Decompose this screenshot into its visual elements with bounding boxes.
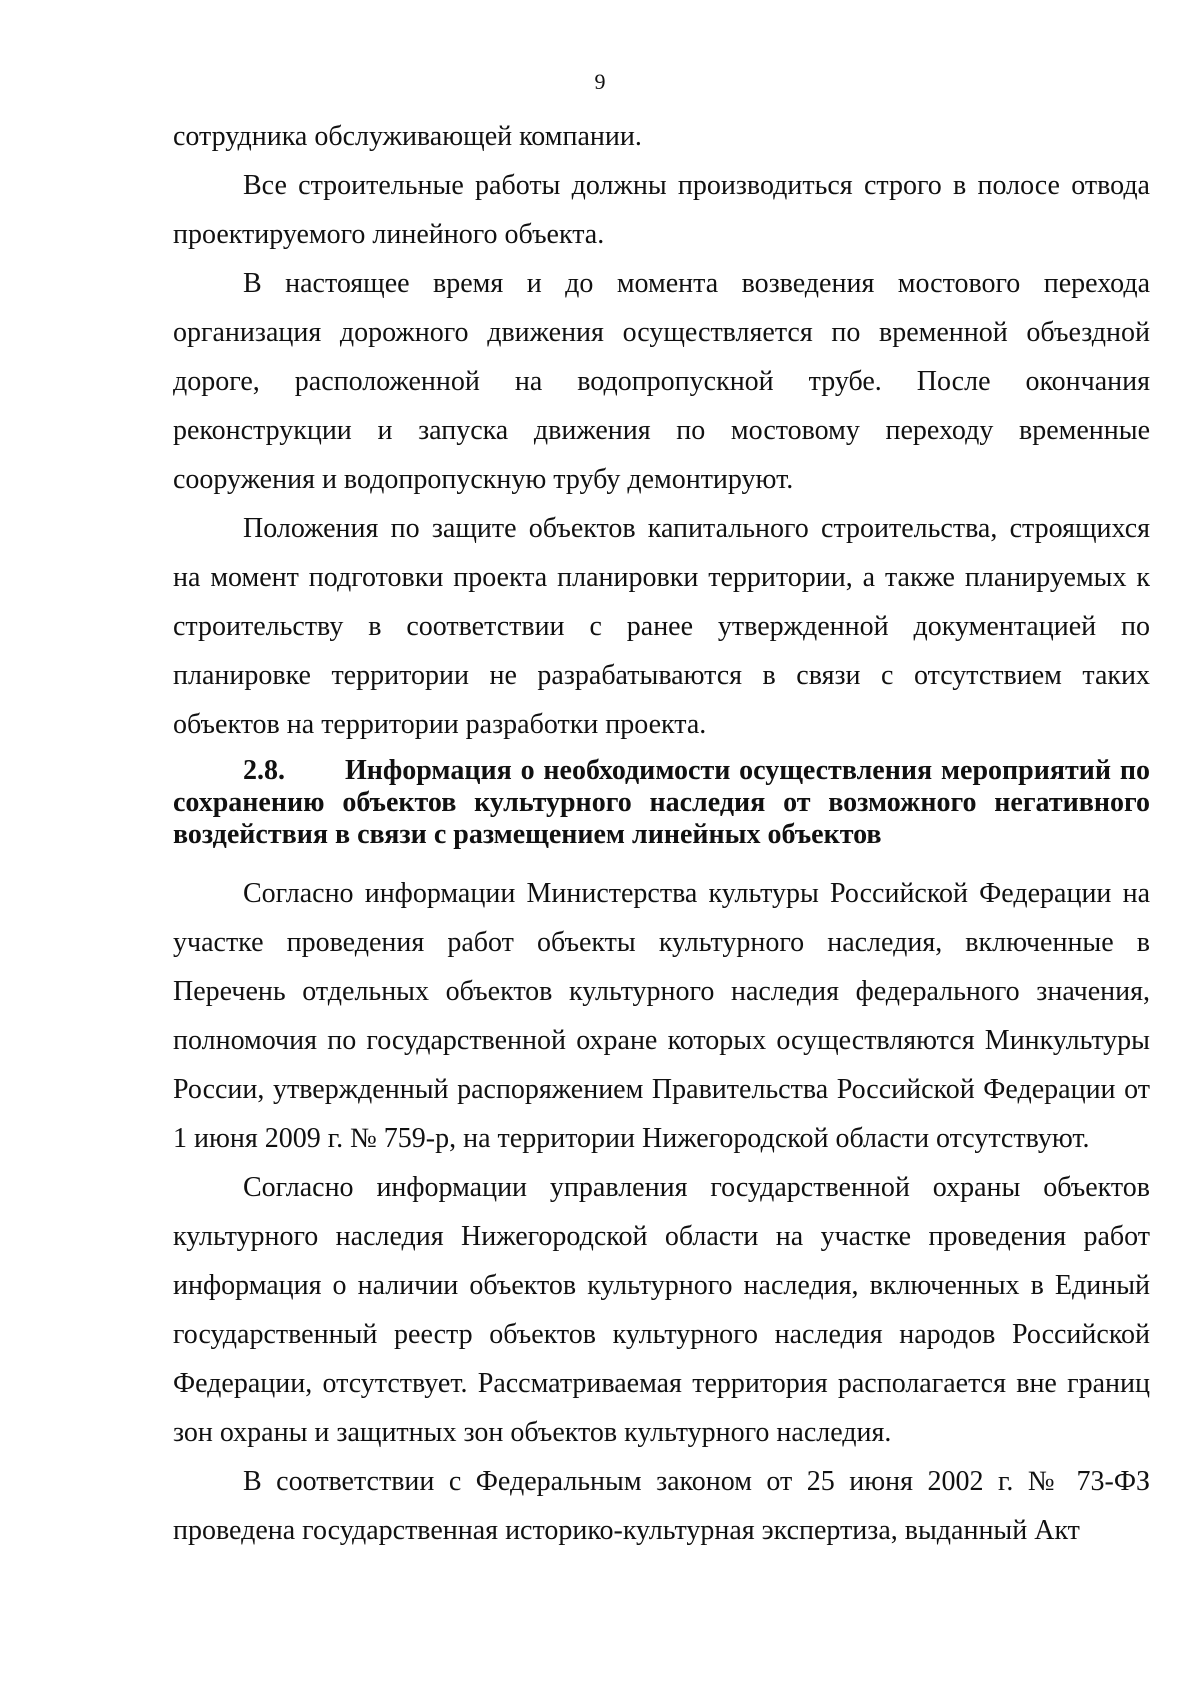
paragraph-ministry-info: Согласно информации Министерства культуры Российской Федерации на участке проведения работ объекты культурного наследия, включенные в Перечень отдельных объектов культурного наследия федерального значения, полномочия по государственной охране которых осуществляются Минкультуры России, утвержденный распоряжением Правительства Российской Федерации от 1 июня 2009 г. № 759-р, на территории Нижегородской области отсутствуют. <box>173 878 1150 1154</box>
document-body <box>173 112 1150 1555</box>
section-heading <box>173 755 1150 851</box>
section-number: 2.8. <box>243 755 285 786</box>
paragraph-traffic-organization: В настоящее время и до момента возведения мостового перехода организация дорожного движения осуществляется по временной объездной дороге, расположенной на водопропускной трубе. После окончания реконструкции и запуска движения по мостовому переходу временные сооружения и водопропускную трубу демонтируют. <box>173 268 1150 495</box>
paragraph-regional-office-info: Согласно информации управления государственной охраны объектов культурного наследия Нижегородской области на участке проведения работ информация о наличии объектов культурного наследия, включенных в Единый государственный реестр объектов культурного наследия народов Российской Федерации, отсутствует. Рассматриваемая территория располагается вне границ зон охраны и защитных зон объектов культурного наследия. <box>173 1172 1150 1448</box>
paragraph-continuation: сотрудника обслуживающей компании. <box>173 121 642 152</box>
paragraph-federal-law: В соответствии с Федеральным законом от 25 июня 2002 г. № 73-ФЗ проведена государственная историко-культурная экспертиза, выданный Акт <box>173 1466 1150 1546</box>
paragraph-protection-provisions: Положения по защите объектов капитального строительства, строящихся на момент подготовки проекта планировки территории, а также планируемых к строительству в соответствии с ранее утвержденной документацией по планировке территории не разрабатываются в связи с отсутствием таких объектов на территории разработки проекта. <box>173 513 1150 740</box>
section-title: Информация о необходимости осуществления мероприятий по сохранению объектов культурного наследия от возможного негативного воздействия в связи с размещением линейных объектов <box>173 755 1150 850</box>
paragraph-construction-works: Все строительные работы должны производиться строго в полосе отвода проектируемого линейного объекта. <box>173 170 1150 250</box>
page-number: 9 <box>594 69 606 94</box>
